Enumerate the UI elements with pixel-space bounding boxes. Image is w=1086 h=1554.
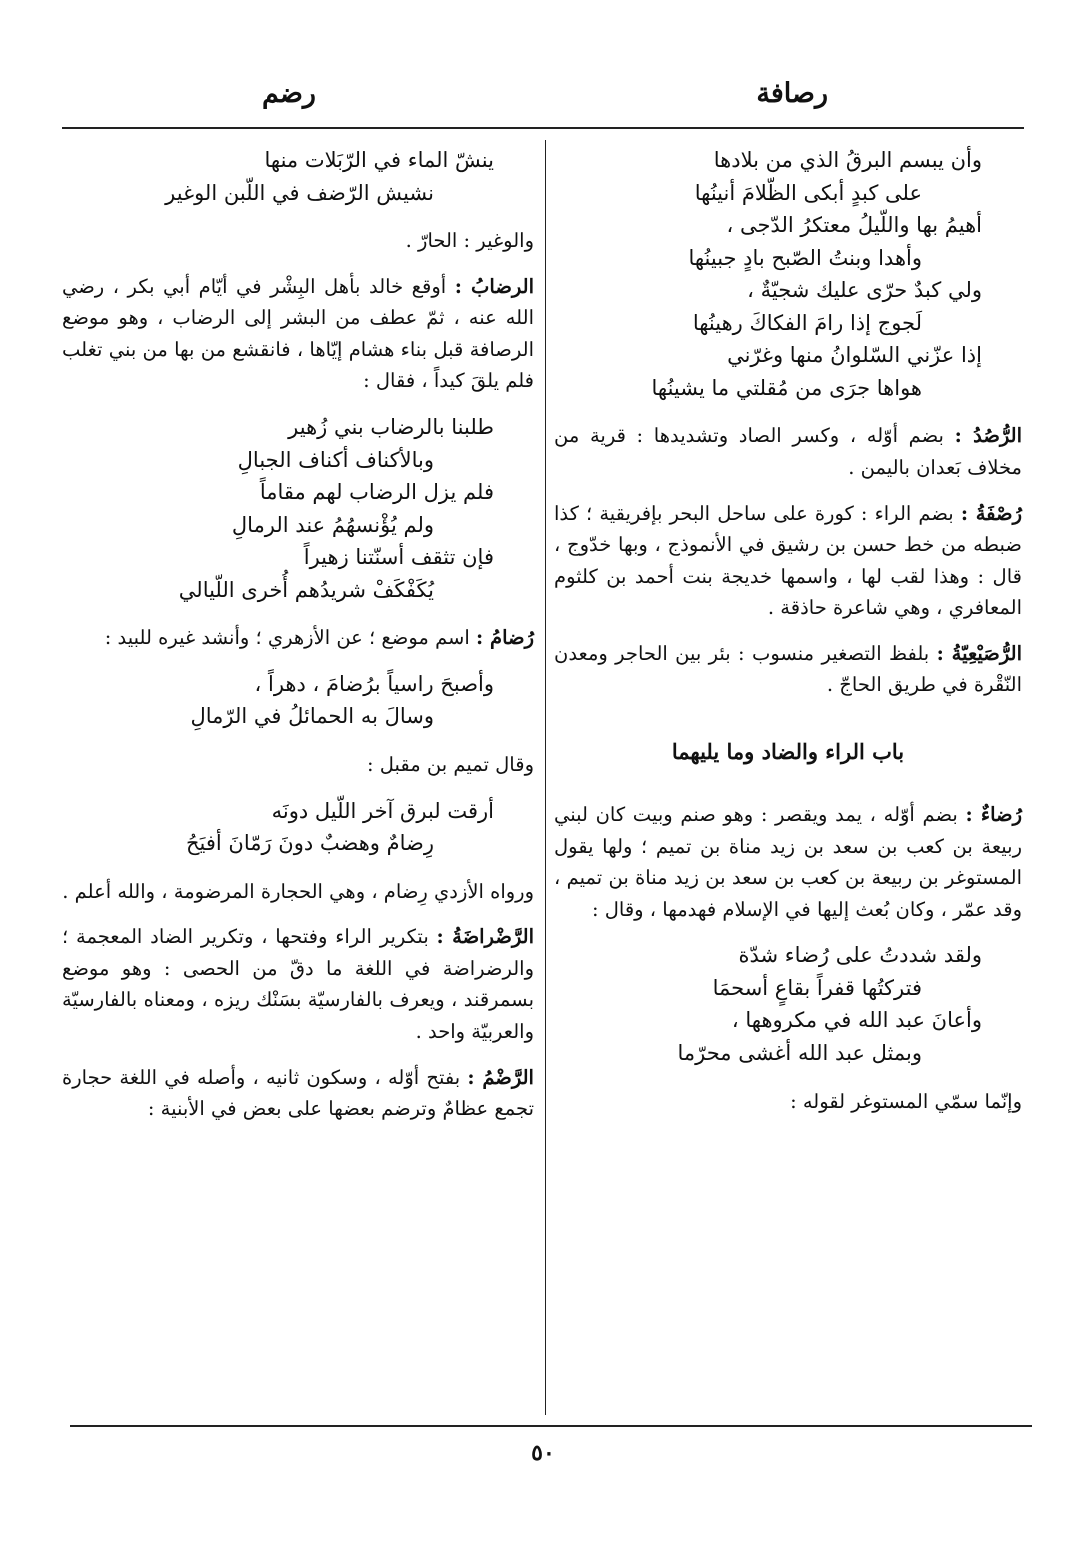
entry-rada	[554, 799, 1022, 925]
note-azdi: ورواه الأزدي رِضام ، وهي الحجارة المرضومة ، والله أعلم .	[62, 879, 534, 903]
poem-line: يُكَفْكَفْ شريدُهم أُخرى اللّيالي	[178, 577, 434, 602]
entry-radm	[62, 1062, 534, 1125]
poem-line: وأهدا وبنتُ الصّبح بادٍ جبينُها	[688, 245, 922, 270]
running-head-left: رضم	[262, 78, 316, 109]
right-column	[554, 140, 1022, 1131]
poem-mustawghir	[554, 939, 1022, 1069]
poem-line: وأصبحَ راسياً برُضامَ ، دهراً ،	[254, 671, 494, 696]
column-divider	[545, 140, 546, 1415]
poem-ridab	[62, 411, 534, 606]
poem-rusafa	[554, 144, 1022, 404]
top-rule	[62, 127, 1024, 129]
poem-line: نشيش الرّضف في اللّبن الوغير	[165, 180, 434, 205]
entry-headword: الرُّصُدُ :	[954, 424, 1022, 448]
entry-text: بضم الراء : كورة على ساحل البحر بإفريقية ؛ كذا ضبطه من خط حسن بن رشيق في الأنموذج ، وبها خدّوج ، قال : وهذا لقب لها ، واسمها خديجة بنت أحمد بن كلثوم المعافري ، وهي شاعرة حاذقة .	[554, 501, 1022, 620]
poem-line: وبمثل عبد الله أغشى محرّما	[677, 1040, 922, 1065]
entry-radrada	[62, 921, 534, 1047]
entry-text: بفتح أوّله ، وسكون ثانيه ، وأصله في اللغة حجارة تجمع عظامٌ وترضم بعضها على بعض في الأبنية :	[62, 1065, 534, 1121]
left-column	[62, 140, 534, 1139]
poem-line: وأن يبسم البرقُ الذي من بلادها	[713, 148, 982, 172]
entry-text: أوقع خالد بأهل البِشْر في أيّام أبي بكر ، رضي الله عنه ، ثمّ عطف من البشر إلى الرضاب ، وهو موضع الرصافة قبل بناء هشام إيّاها ، فانقشع من بها من بني تغلب فلم يلقَ كيداً ، فقال :	[62, 274, 534, 393]
poem-line: رِضامٌ وهضبٌ دونَ رَمّانَ أفيَحُ	[185, 831, 434, 856]
poem-rabalat	[62, 144, 534, 209]
poem-line: وأعانَ عبد الله في مكروهها ،	[731, 1008, 982, 1033]
poem-line: إذا عزّني السّلوانُ منها وغرّني	[727, 343, 982, 368]
poem-line: فلم يزل الرضاب لهم مقاماً	[259, 480, 494, 505]
poem-line: وبالأكناف أكناف الجبالِ	[237, 447, 434, 472]
section-title: باب الراء والضاد وما يليهما	[671, 739, 905, 764]
entry-rudam	[62, 622, 534, 654]
poem-line: طلبنا بالرضاب بني زُهير	[288, 414, 494, 439]
poem-line: ولي كبدٌ حرّى عليك شجيّةٌ ،	[747, 278, 982, 303]
poem-labid	[62, 668, 534, 733]
entry-headword: رُصْفَةُ :	[960, 501, 1023, 525]
entry-text: بتكرير الراء وفتحها ، وتكرير الضاد المعجمة ؛ والرضراضة في اللغة ما دقّ من الحصى : وهو موضع بسمرقند ، ويعرف بالفارسيّة بسَنْك ريزه ، ومعناه بالفارسيّة والعربيّة واحد .	[62, 925, 534, 1043]
running-head-right: رصافة	[756, 78, 828, 109]
poem-line: ولقد شددتُ على رُضاء شدّة	[738, 943, 982, 968]
poem-line: أهيمُ بها واللّيلُ معتكرُ الدّجى ،	[726, 213, 982, 238]
poem-line: ولم يُؤْنسهُمُ عند الرمالِ	[231, 512, 434, 537]
poem-line: وسالَ به الحمائلُ في الرّمالِ	[190, 704, 434, 729]
entry-headword: الرَّضْمُ :	[467, 1065, 534, 1089]
entry-headword: رُضامُ :	[476, 626, 534, 650]
entry-text: بضم أوّله ، يمد ويقصر : وهو صنم وبيت كان لبني ربيعة بن كعب بن سعد بن زيد مناة بن تميم ؛ ولها يقول المستوغر بن ربيعة بن كعب بن سعد بن زيد مناة بن تميم ، وقد عمّر ، وكان بُعث إليها في الإسلام فهدمها ، وقال :	[554, 803, 1022, 921]
page-number: ٥٠	[531, 1440, 555, 1466]
entry-text: بضم أوّله ، وكسر الصاد وتشديدها : قرية من مخلاف بَعدان باليمن .	[554, 424, 1022, 479]
entry-rusfa	[554, 498, 1022, 624]
poem-tamim	[62, 795, 534, 860]
entry-text: بلفظ التصغير منسوب : بئر بين الحاجر ومعدن النّقْرة في طريق الحاجّ .	[554, 641, 1022, 697]
poem-line: ينشّ الماء في الرّبَلات منها	[264, 148, 494, 172]
poem-line: أرقت لبرق آخر اللّيل دونَه	[271, 798, 494, 823]
entry-text: اسم موضع ؛ عن الأزهري ؛ وأنشد غيره للبيد :	[104, 626, 470, 650]
entry-rusud	[554, 420, 1022, 483]
entry-headword: الرَّضْراضَةُ :	[436, 925, 534, 949]
poem-line: فتركتُها قفراً بقاعٍ أسحمَا	[712, 975, 922, 1000]
poem-line: لَجوج إذا رامَ الفكاكَ رهينُها	[692, 310, 922, 335]
entry-rusayiyya	[554, 638, 1022, 701]
note-waghir: والوغير : الحارّ .	[405, 229, 534, 253]
poem-line: هواها جرَى من مُقلتي ما يشينُها	[651, 375, 922, 400]
entry-ridab	[62, 271, 534, 397]
bottom-rule	[70, 1425, 1032, 1427]
entry-headword: رُضاءٌ :	[965, 803, 1022, 827]
poem-line: فإن تثقف أسنّتنا زهيراً	[303, 545, 494, 570]
entry-headword: الرضابُ :	[454, 274, 534, 298]
note-tamim: وقال تميم بن مقبل :	[366, 752, 534, 776]
poem-line: على كبدٍ أبكى الظّلامَ أنينُها	[694, 180, 922, 205]
entry-headword: الرُّصَيْعِيّةُ :	[936, 641, 1022, 665]
closing-line: وإنّما سمّي المستوغر لقوله :	[790, 1089, 1022, 1113]
